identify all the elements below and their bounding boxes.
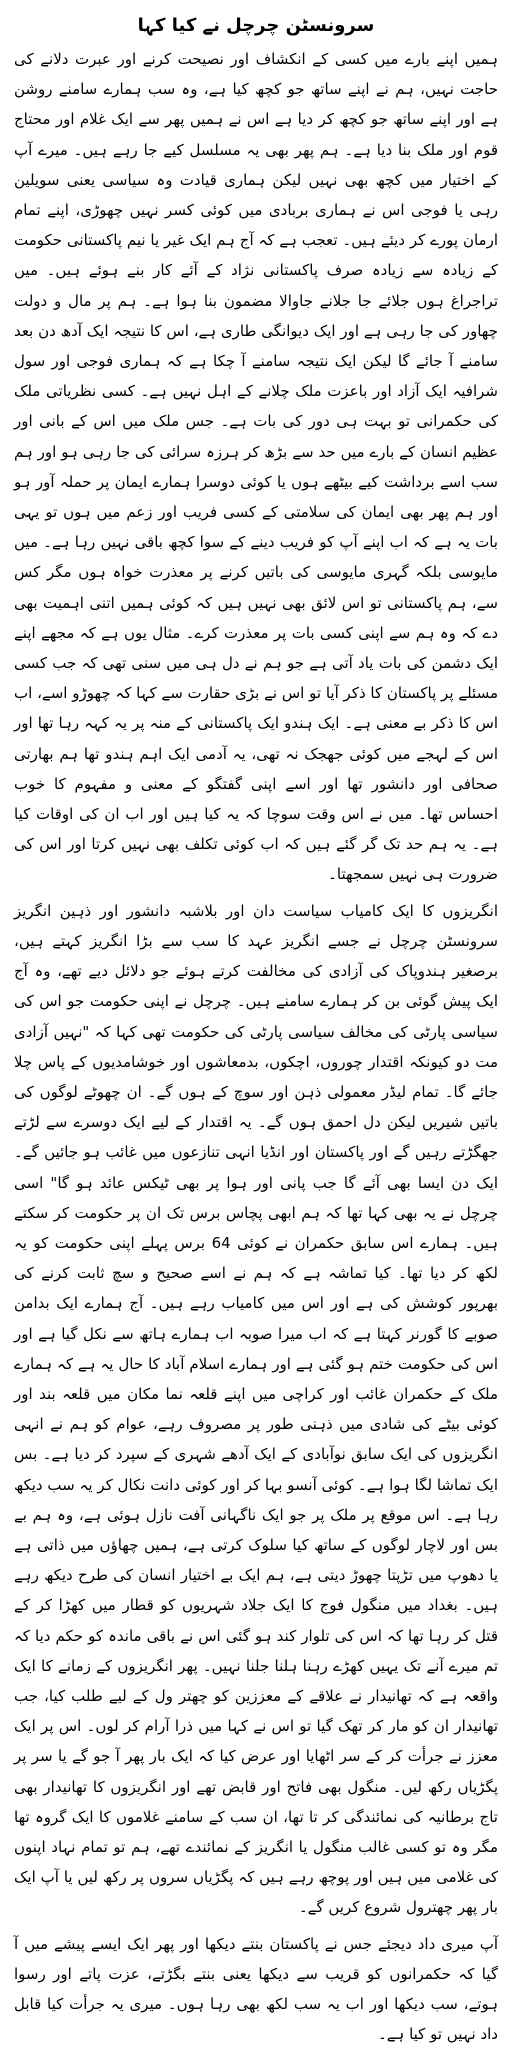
paragraph-3: آپ میری داد دیجئے جس نے پاکستان بنتے دیکھا اور پھر ایک ایسے پیشے میں آ گیا کہ حکمرانوں کو قریب سے دیکھا یعنی بنتے بگڑتے، عزت پاتے اور رسوا ہوتے، سب دیکھا اور اب یہ سب لکھ بھی رہا ہوں۔ میری یہ جرأت کیا قابل داد نہیں تو کیا ہے۔ bbox=[14, 1934, 498, 2044]
paragraph-2: انگریزوں کا ایک کامیاب سیاست دان اور بلاشبہ دانشور اور ذہین انگریز سرونسٹن چرچل نے جسے انگریز عہد کا سب سے بڑا انگریز کہتے ہیں، برصغیر ہندوپاک کی آزادی کی مخالفت کرتے ہوئے جو دلائل دیے تھے، وہ آج ایک پیش گوئی بن کر ہمارے سامنے ہیں۔ چرچل نے اپنی حکومت جو اس کی سیاسی پارٹی کی مخالف سیاسی پارٹی کی حکومت تھی کہا کہ "نہیں آزادی مت دو کیونکہ اقتدار چوروں، اچکوں، بدمعاشوں اور خوشامدیوں کے پاس چلا جائے گا۔ تمام لیڈر معمولی ذہن اور سوچ کے ہوں گے۔ ان چھوٹے لوگوں کی باتیں شیریں لیکن دل احمق ہوں گے۔ یہ اقتدار کے لیے ایک دوسرے سے لڑتے جھگڑتے رہیں گے اور پاکستان اور انڈیا انہی تنازعوں میں غائب ہو جائیں گے۔ ایک دن ایسا بھی آئے گا جب پانی اور ہوا پر بھی ٹیکس عائد ہو گا" اسی چرچل نے یہ بھی کہا تھا کہ ہم ابھی پچاس برس تک ان پر حکومت کر سکتے ہیں۔ ہمارے اس سابق حکمران نے کوئی 64 برس پہلے اپنی حکومت کو یہ لکھ کر دیا تھا۔ کیا تماشہ ہے کہ ہم نے اسے صحیح و سچ ثابت کرنے کی بھرپور کوشش کی ہے اور اس میں کامیاب رہے ہیں۔ آج ہمارے ایک بدامن صوبے کا گورنر کہتا ہے کہ اب میرا صوبہ اب ہمارے ہاتھ سے نکل گیا ہے اور اس کی حکومت ختم ہو گئی ہے اور ہمارے اسلام آباد کا حال یہ ہے کہ ہمارے ملک کے حکمران غائب اور کراچی میں اپنے قلعہ نما مکان میں قلعہ بند اور کوئی بیٹے کی شادی میں ذہنی طور پر مصروف رہے، عوام کو ہم نے انہی انگریزوں کی ایک سابق نوآبادی کے ایک آدھے شہری کے سپرد کر دیا ہے۔ بس ایک تماشا لگا ہوا ہے۔ کوئی آنسو بہا کر اور کوئی دانت نکال کر یہ سب دیکھ رہا ہے۔ اس موقع پر ملک پر جو ایک ناگہانی آفت نازل ہوئی ہے، وہ ہم بے بس اور لاچار لوگوں کے ساتھ کیا سلوک کرتی ہے، ہمیں چھاؤں میں ذاتی ہے یا دھوپ میں تڑپتا چھوڑ دیتی ہے، ہم ایک بے اختیار انسان کی طرح دیکھ رہے ہیں۔ بغداد میں منگول فوج کا ایک جلاد شہریوں کو قطار میں کھڑا کر کے قتل کر رہا تھا کہ اس کی تلوار کند ہو گئی اس نے باقی ماندہ کو حکم دیا کہ تم میرے آنے تک یہیں کھڑے رہنا ہلنا جلنا نہیں۔ پھر انگریزوں کے زمانے کا ایک واقعہ ہے کہ تھانیدار نے علاقے کے معززین کو چھتر ول کے لیے طلب کیا، جب تھانیدار ان کو مار کر تھک گیا تو اس نے کہا میں ذرا آرام کر لوں۔ اس پر ایک معزز نے جرأت کر کے سر اٹھایا اور عرض کیا کہ ایک بار پھر آ جو گے یا سر پر پگڑیاں رکھ لیں۔ منگول بھی فاتح اور قابض تھے اور انگریزوں کا تھانیدار بھی تاج برطانیہ کی نمائندگی کر تا تھا، ان سب کے سامنے غلاموں کا ایک گروہ تھا مگر وہ تو کسی غالب منگول یا انگریز کے نمائندے تھے، ہم تو تمام نہاد اپنوں کی غلامی میں ہیں اور پوچھ رہے ہیں کہ پگڑیاں سروں پر رکھ لیں یا آپ ایک بار پھر چھترول شروع کریں گے۔ bbox=[14, 901, 499, 1917]
paragraph-1: ہمیں اپنے بارے میں کسی کے انکشاف اور نصیحت کرنے اور عبرت دلانے کی حاجت نہیں، ہم نے اپنے ساتھ جو کچھ کیا ہے، وہ سب ہمارے سامنے روشن ہے اور اپنے ساتھ جو کچھ کر دیا ہے اس نے ہمیں پھر سے ایک غلام اور محتاج قوم اور ملک بنا دیا ہے۔ ہم پھر بھی یہ مسلسل کیے جا رہے ہیں۔ میرے آپ کے اختیار میں کچھ بھی نہیں لیکن ہماری قیادت وہ سیاسی یعنی سویلین رہی یا فوجی اس نے ہماری بربادی میں کوئی کسر نہیں چھوڑی، اپنے تمام ارمان پورے کر دیئے ہیں۔ تعجب ہے کہ آج ہم ایک غیر یا نیم پاکستانی حکومت کے زیادہ سے زیادہ صرف پاکستانی نژاد کے آئے کار بنے ہوئے ہیں۔ میں تراجراغ ہوں جلائے جا جلانے جاوالا مضمون بنا ہوا ہے۔ ہم پر مال و دولت چھاور کی جا رہی ہے اور ایک دیوانگی طاری ہے، اس کا نتیجہ ایک آدھ دن بعد سامنے آ جائے گا لیکن ایک نتیجہ سامنے آ چکا ہے کہ ہماری فوجی اور سول شرافیہ ایک آزاد اور باعزت ملک چلانے کے اہل نہیں ہے۔ کسی نظریاتی ملک کی حکمرانی تو بہت ہی دور کی بات ہے۔ جس ملک میں اس کے بانی اور عظیم انسان کے بارے میں حد سے بڑھ کر ہرزہ سرائی کی جا رہی ہو اور ہم سب اسے برداشت کیے بیٹھے ہوں یا کوئی دوسرا ہمارے ایمان پر حملہ آور ہو اور ہم پھر بھی ایمان کی سلامتی کے کسی فریب اور زعم میں ہوں تو یہی بات یہ ہے کہ اب اپنے آپ کو فریب دینے کے سوا کچھ باقی نہیں رہا ہے۔ میں مایوسی بلکہ گہری مایوسی کی باتیں کرنے پر معذرت خواہ ہوں مگر کس سے، ہم پاکستانی تو اس لائق بھی نہیں ہیں کہ کوئی ہمیں اتنی اہمیت بھی دے کہ وہ ہم سے اپنی کسی بات پر معذرت کرے۔ مثال یوں ہے کہ مجھے اپنے ایک دشمن کی بات یاد آتی ہے جو ہم نے دل ہی میں سنی تھی کہ جب کسی مسئلے پر پاکستان کا ذکر آیا تو اس نے بڑی حقارت سے کہا کہ چھوڑو اسے، اب اس کا ذکر بے معنی ہے۔ ایک ہندو ایک پاکستانی کے منہ پر یہ کہہ رہا تھا اور اس کے لہجے میں کوئی جھجک نہ تھی، یہ آدمی ایک اہم ہندو تھا ہم بھارتی صحافی اور دانشور تھا اور اسے اپنی گفتگو کے معنی و مفہوم کا خوب احساس تھا۔ میں نے اس وقت سوچا کہ یہ کیا ہیں اور اب ان کی اوقات کیا ہے۔ یہ ہم حد تک گر گئے ہیں کہ اب کوئی تکلف بھی نہیں کرتا اور اس کی ضرورت ہی نہیں سمجھتا۔ bbox=[14, 50, 498, 884]
column-title: سرونسٹن چرچل نے کیا کہا bbox=[137, 15, 375, 36]
